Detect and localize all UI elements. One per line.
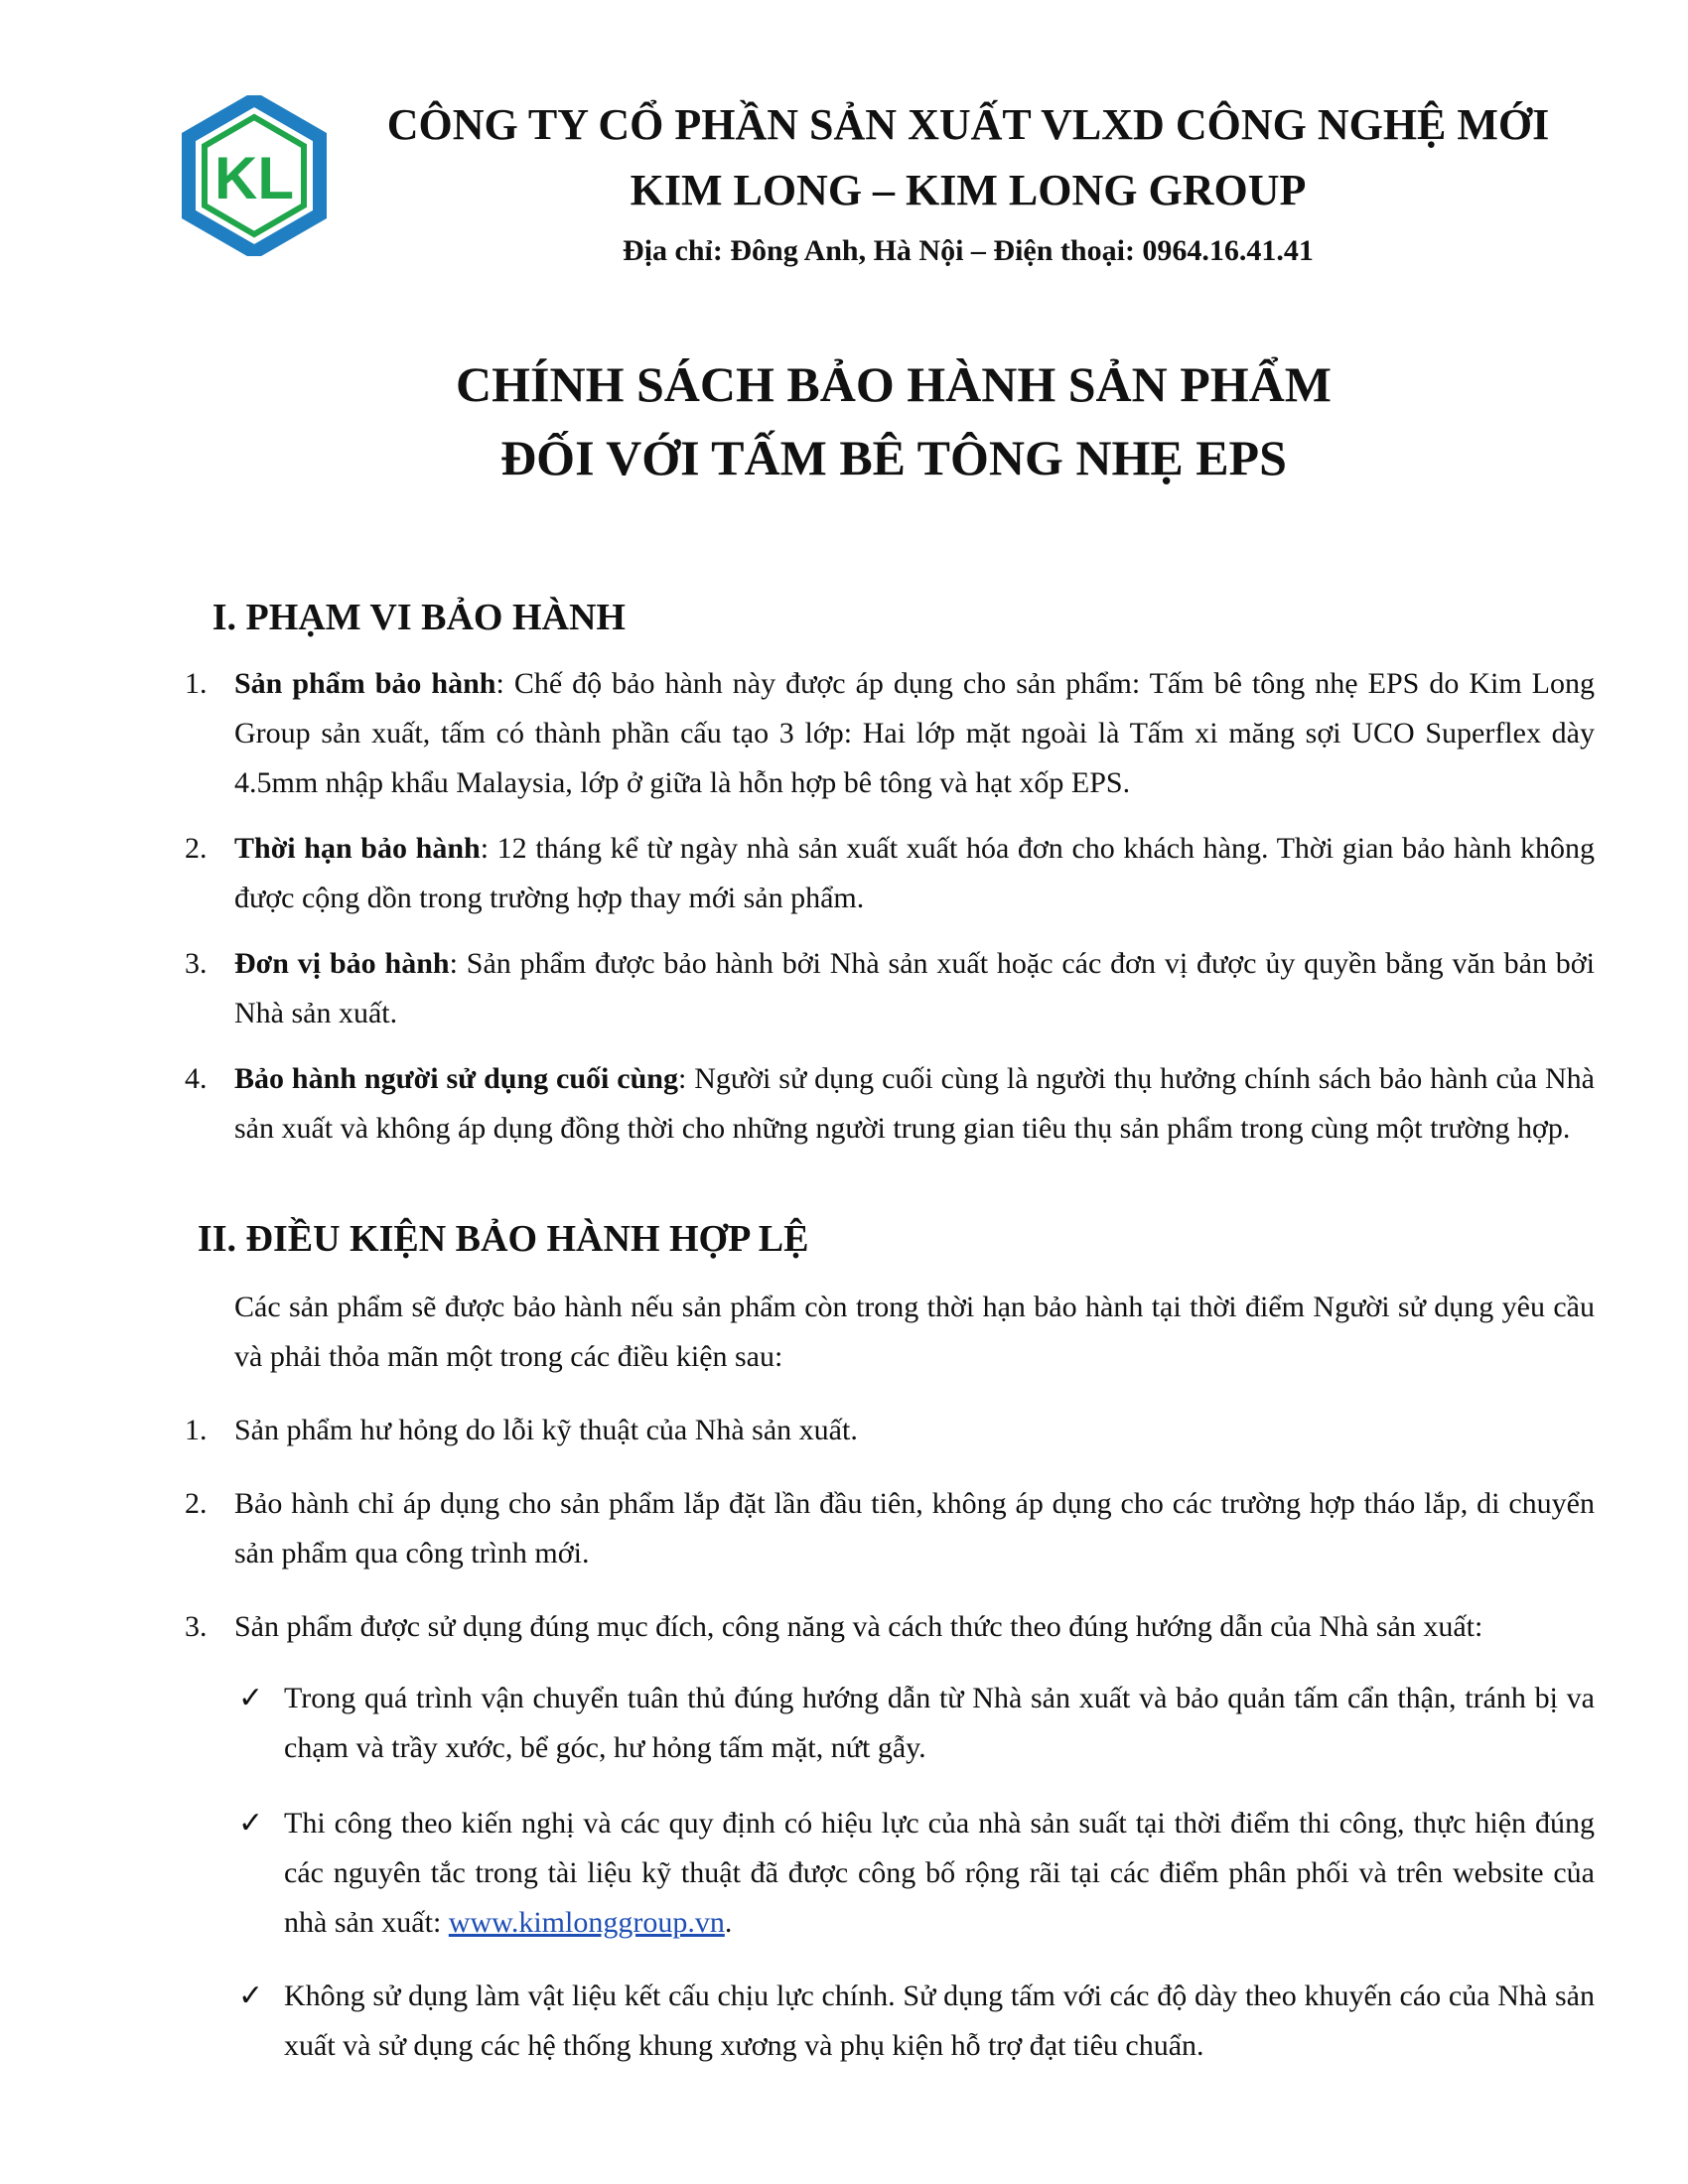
list-item — [185, 1054, 1595, 1154]
item-lead: Thời hạn bảo hành — [234, 832, 481, 865]
logo-text: KL — [214, 145, 294, 211]
list-item — [185, 939, 1595, 1038]
section-title: ĐIỀU KIỆN BẢO HÀNH HỢP LỆ — [245, 1218, 809, 1260]
item-text: Sản phẩm hư hỏng do lỗi kỹ thuật của Nhà sản xuất. — [234, 1414, 858, 1446]
section-number: I. — [211, 597, 236, 638]
list-number: 3. — [185, 1610, 208, 1643]
list-number: 2. — [185, 832, 208, 865]
company-name-line2: KIM LONG – KIM LONG GROUP — [630, 166, 1307, 214]
section-intro: Các sản phẩm sẽ được bảo hành nếu sản phẩm còn trong thời hạn bảo hành tại thời điểm Người sử dụng yêu cầu và phải thỏa mãn một trong các điều kiện sau: — [234, 1291, 1595, 1373]
check-item — [238, 1674, 1595, 1773]
item-text: : Chế độ bảo hành này được áp dụng cho sản phẩm: Tấm bê tông nhẹ EPS do Kim Long Group sản xuất, tấm có thành phần cấu tạo 3 lớp: Hai lớp mặt ngoài là Tấm xi măng sợi UCO Superflex dày 4.5mm nhập khẩu Malaysia, lớp ở giữa là hỗn hợp bê tông và hạt xốp EPS. — [234, 667, 1595, 799]
item-text: : 12 tháng kể từ ngày nhà sản xuất xuất hóa đơn cho khách hàng. Thời gian bảo hành không được cộng dồn trong trường hợp thay mới sản phẩm. — [234, 832, 1595, 914]
check-text: Trong quá trình vận chuyển tuân thủ đúng hướng dẫn từ Nhà sản xuất và bảo quản tấm cẩn thận, tránh bị va chạm và trầy xước, bể góc, hư hỏng tấm mặt, nứt gẫy. — [284, 1682, 1595, 1764]
item-text: : Sản phẩm được bảo hành bởi Nhà sản xuất hoặc các đơn vị được ủy quyền bằng văn bản bởi Nhà sản xuất. — [234, 947, 1595, 1029]
list-number: 4. — [185, 1062, 208, 1095]
list-item — [185, 659, 1595, 808]
list-item — [185, 824, 1595, 923]
item-text: Sản phẩm được sử dụng đúng mục đích, công năng và cách thức theo đúng hướng dẫn của Nhà sản xuất: — [234, 1610, 1483, 1643]
document-title-line1: CHÍNH SÁCH BẢO HÀNH SẢN PHẨM — [456, 356, 1332, 412]
check-item — [238, 1972, 1595, 2071]
website-link[interactable]: www.kimlonggroup.vn — [448, 1906, 725, 1939]
section-title: PHẠM VI BẢO HÀNH — [245, 597, 626, 638]
item-text: Bảo hành chỉ áp dụng cho sản phẩm lắp đặt lần đầu tiên, không áp dụng cho các trường hợp tháo lắp, di chuyển sản phẩm qua công trình mới. — [234, 1487, 1595, 1570]
document-title-line2: ĐỐI VỚI TẤM BÊ TÔNG NHẸ EPS — [500, 430, 1287, 485]
company-name-line1: CÔNG TY CỔ PHẦN SẢN XUẤT VLXD CÔNG NGHỆ MỚI — [386, 100, 1550, 149]
company-address: Địa chỉ: Đông Anh, Hà Nội – Điện thoại: 0964.16.41.41 — [623, 234, 1314, 267]
checkmark-icon: ✓ — [238, 1682, 264, 1714]
list-number: 2. — [185, 1487, 208, 1520]
list-number: 3. — [185, 947, 208, 980]
section-heading-conditions — [169, 1217, 808, 1261]
check-text: Thi công theo kiến nghị và các quy định có hiệu lực của nhà sản suất tại thời điểm thi công, thực hiện đúng các nguyên tắc trong tài liệu kỹ thuật đã được công bố rộng rãi tại các điểm phân phối và trên website của nhà sản xuất: — [284, 1807, 1595, 1939]
list-item — [185, 1406, 1595, 1455]
item-lead: Bảo hành người sử dụng cuối cùng — [234, 1062, 678, 1095]
list-number: 1. — [185, 667, 208, 700]
checkmark-icon: ✓ — [238, 1979, 264, 2012]
item-lead: Sản phẩm bảo hành — [234, 667, 496, 700]
check-item — [238, 1799, 1595, 1948]
item-lead: Đơn vị bảo hành — [234, 947, 450, 980]
list-item — [185, 1479, 1595, 1578]
section-heading-scope — [169, 596, 626, 639]
item-text: : Người sử dụng cuối cùng là người thụ hưởng chính sách bảo hành của Nhà sản xuất và không áp dụng đồng thời cho những người trung gian tiêu thụ sản phẩm trong cùng một trường hợp. — [234, 1062, 1595, 1145]
check-text-end: . — [724, 1906, 733, 1939]
checkmark-icon: ✓ — [238, 1807, 264, 1840]
list-number: 1. — [185, 1414, 208, 1446]
check-text: Không sử dụng làm vật liệu kết cấu chịu lực chính. Sử dụng tấm với các độ dày theo khuyến cáo của Nhà sản xuất và sử dụng các hệ thống khung xương và phụ kiện hỗ trợ đạt tiêu chuẩn. — [284, 1979, 1595, 2062]
list-item — [185, 1602, 1595, 1652]
section-number: II. — [197, 1218, 236, 1260]
company-logo — [181, 95, 328, 256]
